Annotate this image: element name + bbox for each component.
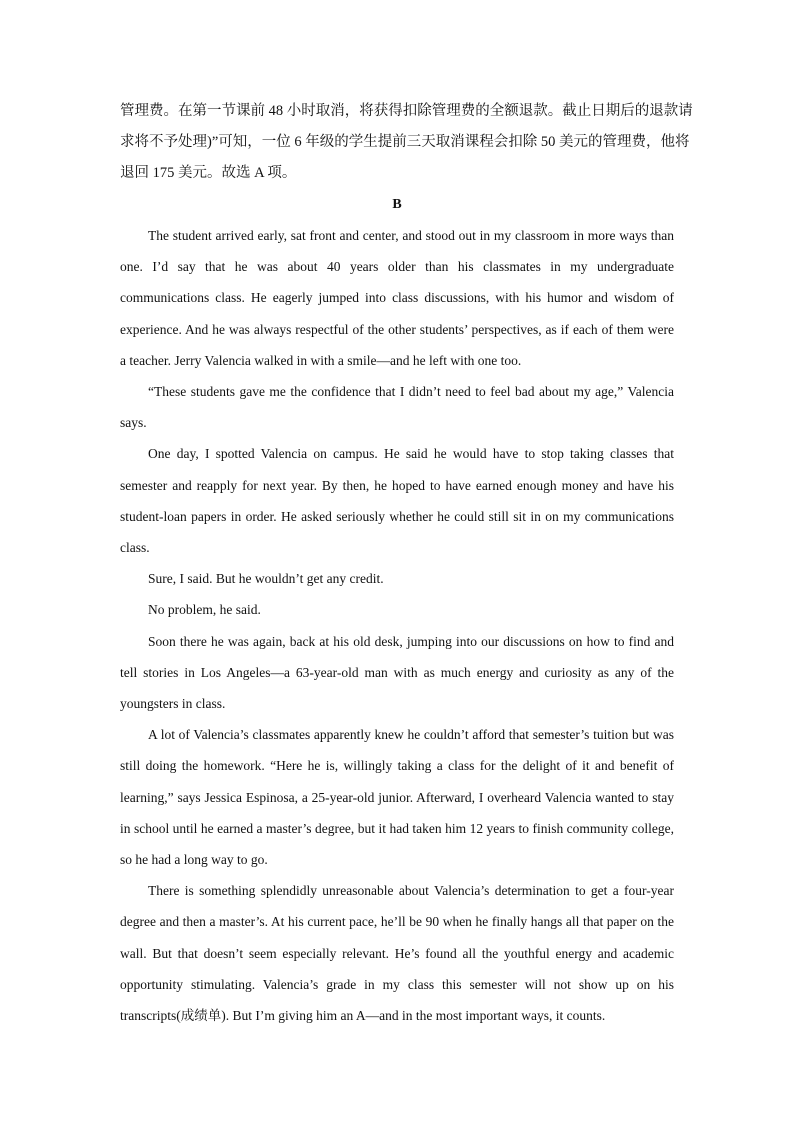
paragraph: The student arrived early, sat front and center, and stood out in my classroom in more ways than one. I’d say that he was about 40 years older than his classmates in my undergraduate communications class. He eagerly jumped into class discussions, with his humor and wisdom of experience. And he was always respectful of the other students’ perspectives, as if each of them were a teacher. Jerry Valencia walked in with a smile—and he left with one too.	[120, 228, 674, 368]
intro-line: 求将不予处理)”可知，一位 6 年级的学生提前三天取消课程会扣除 50 美元的管理费，他将	[120, 134, 690, 150]
paragraph: A lot of Valencia’s classmates apparently knew he couldn’t afford that semester’s tuition but was still doing the homework. “Here he is, willingly taking a class for the delight of it and benefit of learning,” says Jessica Espinosa, a 25-year-old junior. Afterward, I overheard Valencia wanted to stay in school until he earned a master’s degree, but it had taken him 12 years to finish community college, so he had a long way to go.	[120, 727, 674, 868]
document-page	[120, 96, 693, 1031]
intro-line: 退回 175 美元。故选 A 项。	[120, 165, 297, 181]
paragraph: No problem, he said.	[148, 602, 261, 618]
paragraph: There is something splendidly unreasonable about Valencia’s determination to get a four-year degree and then a master’s. At his current pace, he’ll be 90 when he finally hangs all that paper on the wall. But that doesn’t seem especially relevant. He’s found all the youthful energy and academic opportunity stimulating. Valencia’s grade in my class this semester will not show up on his transcripts(成绩单). But I’m giving him an A—and in the most important ways, it counts.	[120, 883, 674, 1024]
paragraph: Sure, I said. But he wouldn’t get any credit.	[148, 571, 384, 587]
paragraph: Soon there he was again, back at his old desk, jumping into our discussions on how to find and tell stories in Los Angeles—a 63-year-old man with as much energy and curiosity as any of the youngsters in class.	[120, 633, 674, 712]
paragraph: “These students gave me the confidence that I didn’t need to feel bad about my age,” Valencia says.	[120, 384, 674, 431]
paragraph: One day, I spotted Valencia on campus. He said he would have to stop taking classes that semester and reapply for next year. By then, he hoped to have earned enough money and have his student-loan papers in order. He asked seriously whether he could still sit in on my communications class.	[120, 446, 674, 556]
intro-line: 管理费。在第一节课前 48 小时取消，将获得扣除管理费的全额退款。截止日期后的退款请	[120, 103, 693, 119]
section-title: B	[392, 197, 402, 212]
